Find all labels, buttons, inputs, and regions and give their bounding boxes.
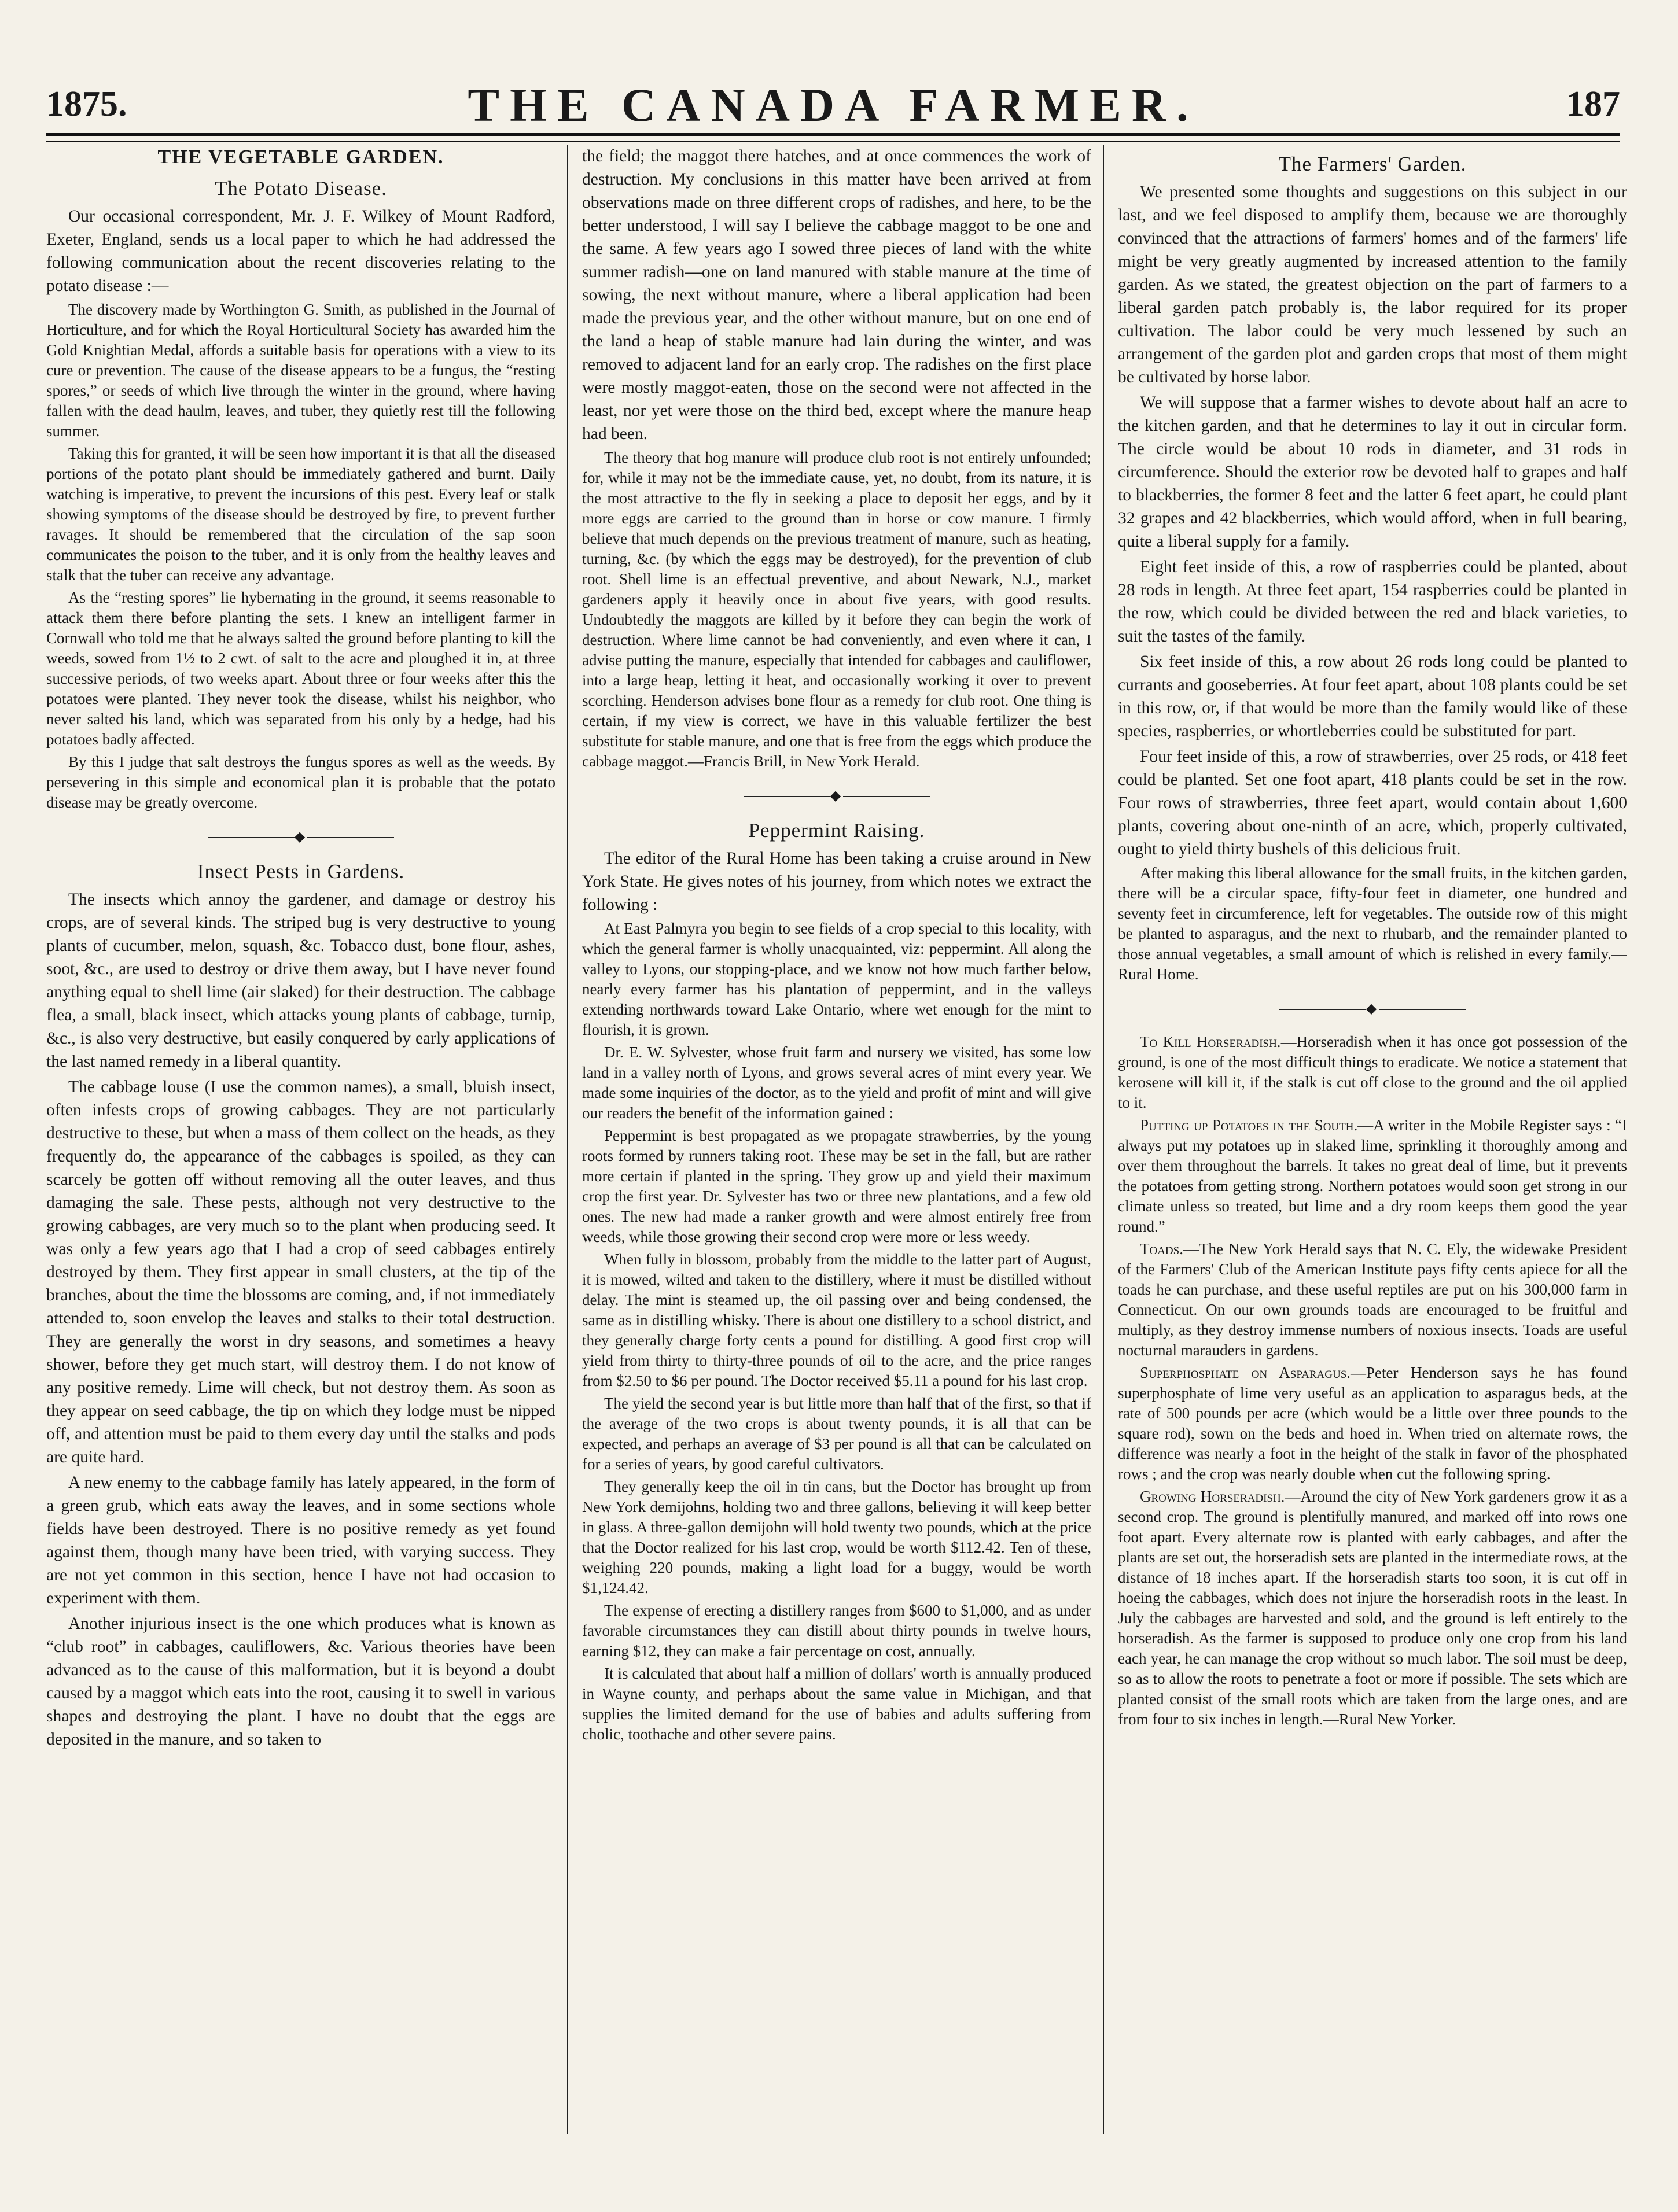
- column-divider: [1103, 145, 1104, 2134]
- article-paragraph: We will suppose that a farmer wishes to devote about half an acre to the kitchen garden, and that he determines to lay it out in circular form. The circle would be about 10 rods in diameter, and 31 rods in circumference. Should the exterior row be devoted half to grapes and half to blackberries, the former 8 feet and the latter 6 feet apart, he could plant 32 grapes and 42 blackberries, which would afford, when in full bearing, quite a liberal supply for a family.: [1118, 393, 1627, 551]
- article-paragraph: The editor of the Rural Home has been taking a cruise around in New York State. He gives notes of his journey, from which notes we extract the following :: [582, 849, 1091, 914]
- article-title: The Potato Disease.: [215, 177, 387, 200]
- masthead: [46, 78, 1620, 130]
- note-body: —Peter Henderson says he has found superphosphate of lime very useful as an application to asparagus beds, at the rate of 500 pounds per acre (which would be a little over three pounds to the square rod), sown on the beds and hoed in. When tried on alternate rows, the difference was nearly a foot in the height of the stalk in favor of the phosphated rows ; and the crop was nearly double when cut the following spring.: [1118, 1364, 1627, 1483]
- section-title: THE VEGETABLE GARDEN.: [157, 146, 444, 168]
- article-paragraph: The cabbage louse (I use the common names), a small, bluish insect, often infests crops of growing cabbages. They are not particularly destructive to these, but when a mass of them collect on the heads, as they frequently do, the appearance of the cabbages is spoiled, as they can scarcely be gotten off without removing all the outer leaves, and thus damaging the sale. These pests, although not very destructive to the growing cabbages, are very much so to the plant when producing seed. It was only a few years ago that I had a crop of seed cabbages entirely destroyed by them. They first appear in small clusters, at the tip of the branches, about the time the blossoms are coming, and, if not immediately attended to, soon envelop the leaves and stalks to their total destruction. They are generally the worst in dry seasons, and sometimes a heavy shower, before they get much start, will destroy them. I do not know of any positive remedy. Lime will check, but not destroy them. As soon as they appear on seed cabbage, the tip on which they lodge must be nipped off, and attention must be paid to them every day until the stalks and pods are quite hard.: [46, 1078, 555, 1466]
- article-paragraph: At East Palmyra you begin to see fields of a crop special to this locality, with which the general farmer is wholly unacquainted, viz: peppermint. All along the valley to Lyons, our stopping-place, and we know not how much farther below, nearly every farmer has his plantation of peppermint, and in the valleys extending northwards toward Lake Ontario, where wet enough for the mint to flourish, it is grown.: [582, 920, 1091, 1038]
- note-body: —Horseradish when it has once got possession of the ground, is one of the most difficult things to eradicate. We notice a statement that kerosene will kill it, if the stalk is cut off close to the ground and the oil applied to it.: [1118, 1033, 1627, 1111]
- column-divider: [567, 145, 568, 2134]
- note-heading: Growing Horseradish.: [1140, 1488, 1285, 1505]
- note-body: —A writer in the Mobile Register says : “I always put my potatoes up in slaked lime, sprinkling it thoroughly among and over them throughout the barrels. It takes no great deal of lime, but it prevents the potatoes from getting strong. Northern potatoes would soon get strong in our climate unless so treated, but lime and a dry room keeps them good the year round.”: [1118, 1116, 1627, 1235]
- article-title: The Farmers' Garden.: [1278, 153, 1467, 175]
- article-paragraph: Taking this for granted, it will be seen how important it is that all the diseased portions of the potato plant should be immediately gathered and burnt. Daily watching is imperative, to prevent the incursions of this pest. Every leaf or stalk showing symptoms of the disease should be destroyed by fire, to prevent further ravages. It should be remembered that the circulation of the sap soon communicates the poison to the tuber, and it is only from the healthy leaves and stalk that the tuber can receive any advantage.: [46, 445, 555, 584]
- article-paragraph: Six feet inside of this, a row about 26 rods long could be planted to currants and gooseberries. At four feet apart, about 108 plants could be set in this row, or, if that would be more than the family would like of these species, raspberries, or whortleberries could be substituted for part.: [1118, 652, 1627, 740]
- article-paragraph: Dr. E. W. Sylvester, whose fruit farm and nursery we visited, has some low land in a valley north of Lyons, and grows several acres of mint every year. We made some inquiries of the doctor, as to the yield and profit of mint and will give our readers the benefit of the information gained :: [582, 1044, 1091, 1122]
- article-title: Insect Pests in Gardens.: [197, 860, 405, 883]
- article-paragraph: When fully in blossom, probably from the middle to the latter part of August, it is mowed, wilted and taken to the distillery, where it must be distilled without delay. The mint is steamed up, the oil passing over and being condensed, the same as in distilling whisky. There is about one distillery to a school district, and they generally charge forty cents a pound for distilling. A good first crop will yield from thirty to thirty-three pounds of oil to the acre, and the price ranges from $2.50 to $6 per pound. The Doctor received $5.11 a pound for his last crop.: [582, 1251, 1091, 1389]
- article-paragraph: We presented some thoughts and suggestions on this subject in our last, and we feel disposed to amplify them, because we are thoroughly convinced that the attractions of farmers' homes and of the farmers' life might be very greatly augmented by increased attention to the family garden. As we stated, the greatest objection on the part of farmers to a liberal garden patch probably is, the labor required for its proper cultivation. The labor could be very much lessened by such an arrangement of the garden plot and garden crops that most of them might be cultivated by horse labor.: [1118, 183, 1627, 386]
- article-paragraph: the field; the maggot there hatches, and at once commences the work of destruction. My conclusions in this matter have been arrived at from observations made on three different crops of radishes, and here, to be the better understood, I will say I believe the cabbage maggot to be one and the same. A few years ago I sowed three pieces of land with the white summer radish—one on land manured with stable manure at the time of sowing, the next without manure, where a liberal application had been made the previous year, and the other without manure, but on one end of the land a heap of stable manure had lain during the winter, and was removed to adjacent land for an early crop. The radishes on the first place were mostly maggot-eaten, those on the second were not affected in the least, nor yet were those on the third bed, except where the manure heap had been.: [582, 147, 1091, 443]
- note-heading: Putting up Potatoes in the South.: [1140, 1116, 1358, 1134]
- news-note: [1118, 1032, 1627, 1113]
- article-paragraph: Four feet inside of this, a row of strawberries, over 25 rods, or 418 feet could be planted. Set one foot apart, 418 plants could be set in the row. Four rows of strawberries, three feet apart, would contain about 1,600 plants, covering about one-ninth of an acre, which, properly cultivated, ought to yield thirty bushels of this delicious fruit.: [1118, 747, 1627, 858]
- news-note: [1118, 1363, 1627, 1484]
- page-number: 187: [1566, 84, 1620, 124]
- news-note: [1118, 1115, 1627, 1237]
- article-title: Peppermint Raising.: [748, 819, 925, 842]
- article-paragraph: The theory that hog manure will produce club root is not entirely unfounded; for, while it may not be the immediate cause, yet, no doubt, from its nature, it is the most attractive to the fly in seeking a place to deposit her eggs, and by it more eggs are carried to the ground than in horse or cow manure. I firmly believe that much depends on the previous treatment of manure, such as heating, turning, &c. (by which the eggs may be destroyed), for the prevention of club root. Shell lime is an effectual preventive, and about Newark, N.J., market gardeners apply it heavily once in about five years, with good results. Undoubtedly the maggots are killed by it before they can begin the work of destruction. Where lime cannot be had conveniently, and even where it can, I advise putting the manure, especially that intended for cabbages and cauliflower, into a large heap, letting it heat, and occasionally working it over to prevent scorching. Henderson advises bone flour as a remedy for club root. One thing is certain, if my view is correct, we have in this valuable fertilizer the best substitute for stable manure, and one that is free from the eggs which produce the cabbage maggot.—Francis Brill, in New York Herald.: [582, 449, 1091, 770]
- column-2: [582, 145, 1091, 2134]
- note-body: —Around the city of New York gardeners grow it as a second crop. The ground is plentifully manured, and marked off into rows one foot apart. Every alternate row is planted with early cabbages, and after the plants are set out, the horseradish sets are planted in the intermediate rows, at the distance of 18 inches apart. If the horseradish starts too soon, it is cut off in hoeing the cabbages, which does not injure the horseradish roots in the least. In July the cabbages are harvested and sold, and the ground is left entirely to the horseradish. As the farmer is supposed to produce only one crop from his land each year, he can manage the crop without so much labor. The soil must be deep, so as to allow the roots to penetrate a foot or more if possible. The sets which are planted consist of the small roots which are taken from the large ones, and are from four to six inches in length.—Rural New Yorker.: [1118, 1488, 1627, 1728]
- article-paragraph: Our occasional correspondent, Mr. J. F. Wilkey of Mount Radford, Exeter, England, sends us a local paper to which he had addressed the following communication about the recent discoveries relating to the potato disease :—: [46, 207, 555, 295]
- article-paragraph: A new enemy to the cabbage family has lately appeared, in the form of a green grub, which eats away the leaves, and in some sections whole fields have been destroyed. There is no positive remedy as yet found against them, though many have been tried, with varying success. They are not yet common in this section, hence I have not had occasion to experiment with them.: [46, 1473, 555, 1608]
- article-paragraph: By this I judge that salt destroys the fungus spores as well as the weeds. By persevering in this simple and economical plan it is probable that the potato disease may be greatly overcome.: [46, 753, 555, 811]
- header-rule-thin: [46, 141, 1620, 142]
- article-paragraph: After making this liberal allowance for the small fruits, in the kitchen garden, there will be a circular space, fifty-four feet in diameter, one hundred and seventy feet in circumference, left for vegetables. The outside row of this might be planted to asparagus, and the next to rhubarb, and the remainder planted to those annual vegetables, a small amount of which is relished in every family.—Rural Home.: [1118, 864, 1627, 983]
- section-separator: ◆: [46, 825, 555, 849]
- article-paragraph: The insects which annoy the gardener, and damage or destroy his crops, are of several kinds. The striped bug is very destructive to young plants of cucumber, melon, squash, &c. Tobacco dust, bone flour, ashes, soot, &c., are used to destroy or drive them away, but I have never found anything equal to shell lime (air slaked) for their destruction. The cabbage flea, a small, black insect, which attacks young plants of cabbage, turnip, &c., is also very destructive, but easily conquered by early applications of the last named remedy in a liberal quantity.: [46, 890, 555, 1071]
- article-paragraph: Eight feet inside of this, a row of raspberries could be planted, about 28 rods in length. At three feet apart, 154 raspberries could be planted in the row, which could be divided between the red and black varieties, to suit the tastes of the family.: [1118, 558, 1627, 646]
- newspaper-title: THE CANADA FARMER.: [468, 79, 1199, 131]
- article-paragraph: As the “resting spores” lie hybernating in the ground, it seems reasonable to attack them there before planting the sets. I knew an intelligent farmer in Cornwall who told me that he always salted the ground before planting to kill the weeds, sowed from 1½ to 2 cwt. of salt to the acre and ploughed it in, at three successive periods, of two weeks apart. About three or four weeks after this the potatoes were planted. They never took the disease, whilst his neighbor, who never salted his land, which was separated from his only by a hedge, had his potatoes badly affected.: [46, 589, 555, 748]
- note-body: —The New York Herald says that N. C. Ely, the widewake President of the Farmers' Club of the American Institute pays fifty cents apiece for all the toads he can purchase, and these useful reptiles are put on his 300,000 farm in Connecticut. On our own grounds toads are encouraged to be fruitful and multiply, as they destroy immense numbers of noxious insects. Toads are useful nocturnal marauders in gardens.: [1118, 1240, 1627, 1359]
- note-heading: To Kill Horseradish.: [1140, 1033, 1281, 1050]
- news-note: [1118, 1487, 1627, 1730]
- note-heading: Toads.: [1140, 1240, 1183, 1258]
- column-3: [1118, 145, 1627, 2134]
- article-paragraph: Another injurious insect is the one which produces what is known as “club root” in cabbages, cauliflowers, &c. Various theories have been advanced as to the cause of this malformation, but it is beyond a doubt caused by a maggot which eats into the root, causing it to swell in various shapes and destroying the plant. I have no doubt that the eggs are deposited in the manure, and so taken to: [46, 1614, 555, 1749]
- article-paragraph: The yield the second year is but little more than half that of the first, so that if the average of the two crops is about twenty pounds, it is all that can be expected, and perhaps an average of $3 per pound is all that can be calculated on for a series of years, by good careful cultivators.: [582, 1395, 1091, 1473]
- news-note: [1118, 1239, 1627, 1361]
- article-paragraph: It is calculated that about half a million of dollars' worth is annually produced in Wayne county, and perhaps about the same value in Michigan, and that supplies the limited demand for the use of babies and adults suffering from cholic, toothache and other severe pains.: [582, 1665, 1091, 1743]
- article-paragraph: The discovery made by Worthington G. Smith, as published in the Journal of Horticulture, and for which the Royal Horticultural Society has awarded him the Gold Knightian Medal, affords a suitable basis for operations with a view to its cure or prevention. The cause of the disease appears to be a fungus, the “resting spores,” or seeds of which live through the winter in the ground, where having fallen with the dead haulm, leaves, and tuber, they quietly rest till the following summer.: [46, 301, 555, 440]
- issue-year: 1875.: [46, 84, 127, 124]
- column-1: [46, 145, 555, 2134]
- note-heading: Superphosphate on Asparagus.: [1140, 1364, 1351, 1381]
- section-separator: ◆: [1118, 997, 1627, 1020]
- article-paragraph: Peppermint is best propagated as we propagate strawberries, by the young roots formed by runners taking root. These may be set in the fall, but are rather more certain if planted in the spring. They grow up and yield their maximum crop the first year. Dr. Sylvester has two or three new plantations, and a few old ones. The new had made a ranker growth and were almost entirely free from weeds, while those growing their second crop were more or less weedy.: [582, 1127, 1091, 1245]
- article-paragraph: The expense of erecting a distillery ranges from $600 to $1,000, and as under favorable circumstances they can distill about thirty pounds in twelve hours, earning $12, they can make a fair percentage on cost, annually.: [582, 1602, 1091, 1660]
- section-separator: ◆: [582, 784, 1091, 808]
- header-rule-thick: [46, 133, 1620, 136]
- article-paragraph: They generally keep the oil in tin cans, but the Doctor has brought up from New York demijohns, holding two and three gallons, believing it will keep better in glass. A three-gallon demijohn will hold twenty two pounds, which at the price that the Doctor realized for his last crop, would be worth $112.42. Ten of these, weighing 220 pounds, making a light load for a buggy, would be worth $1,124.42.: [582, 1478, 1091, 1597]
